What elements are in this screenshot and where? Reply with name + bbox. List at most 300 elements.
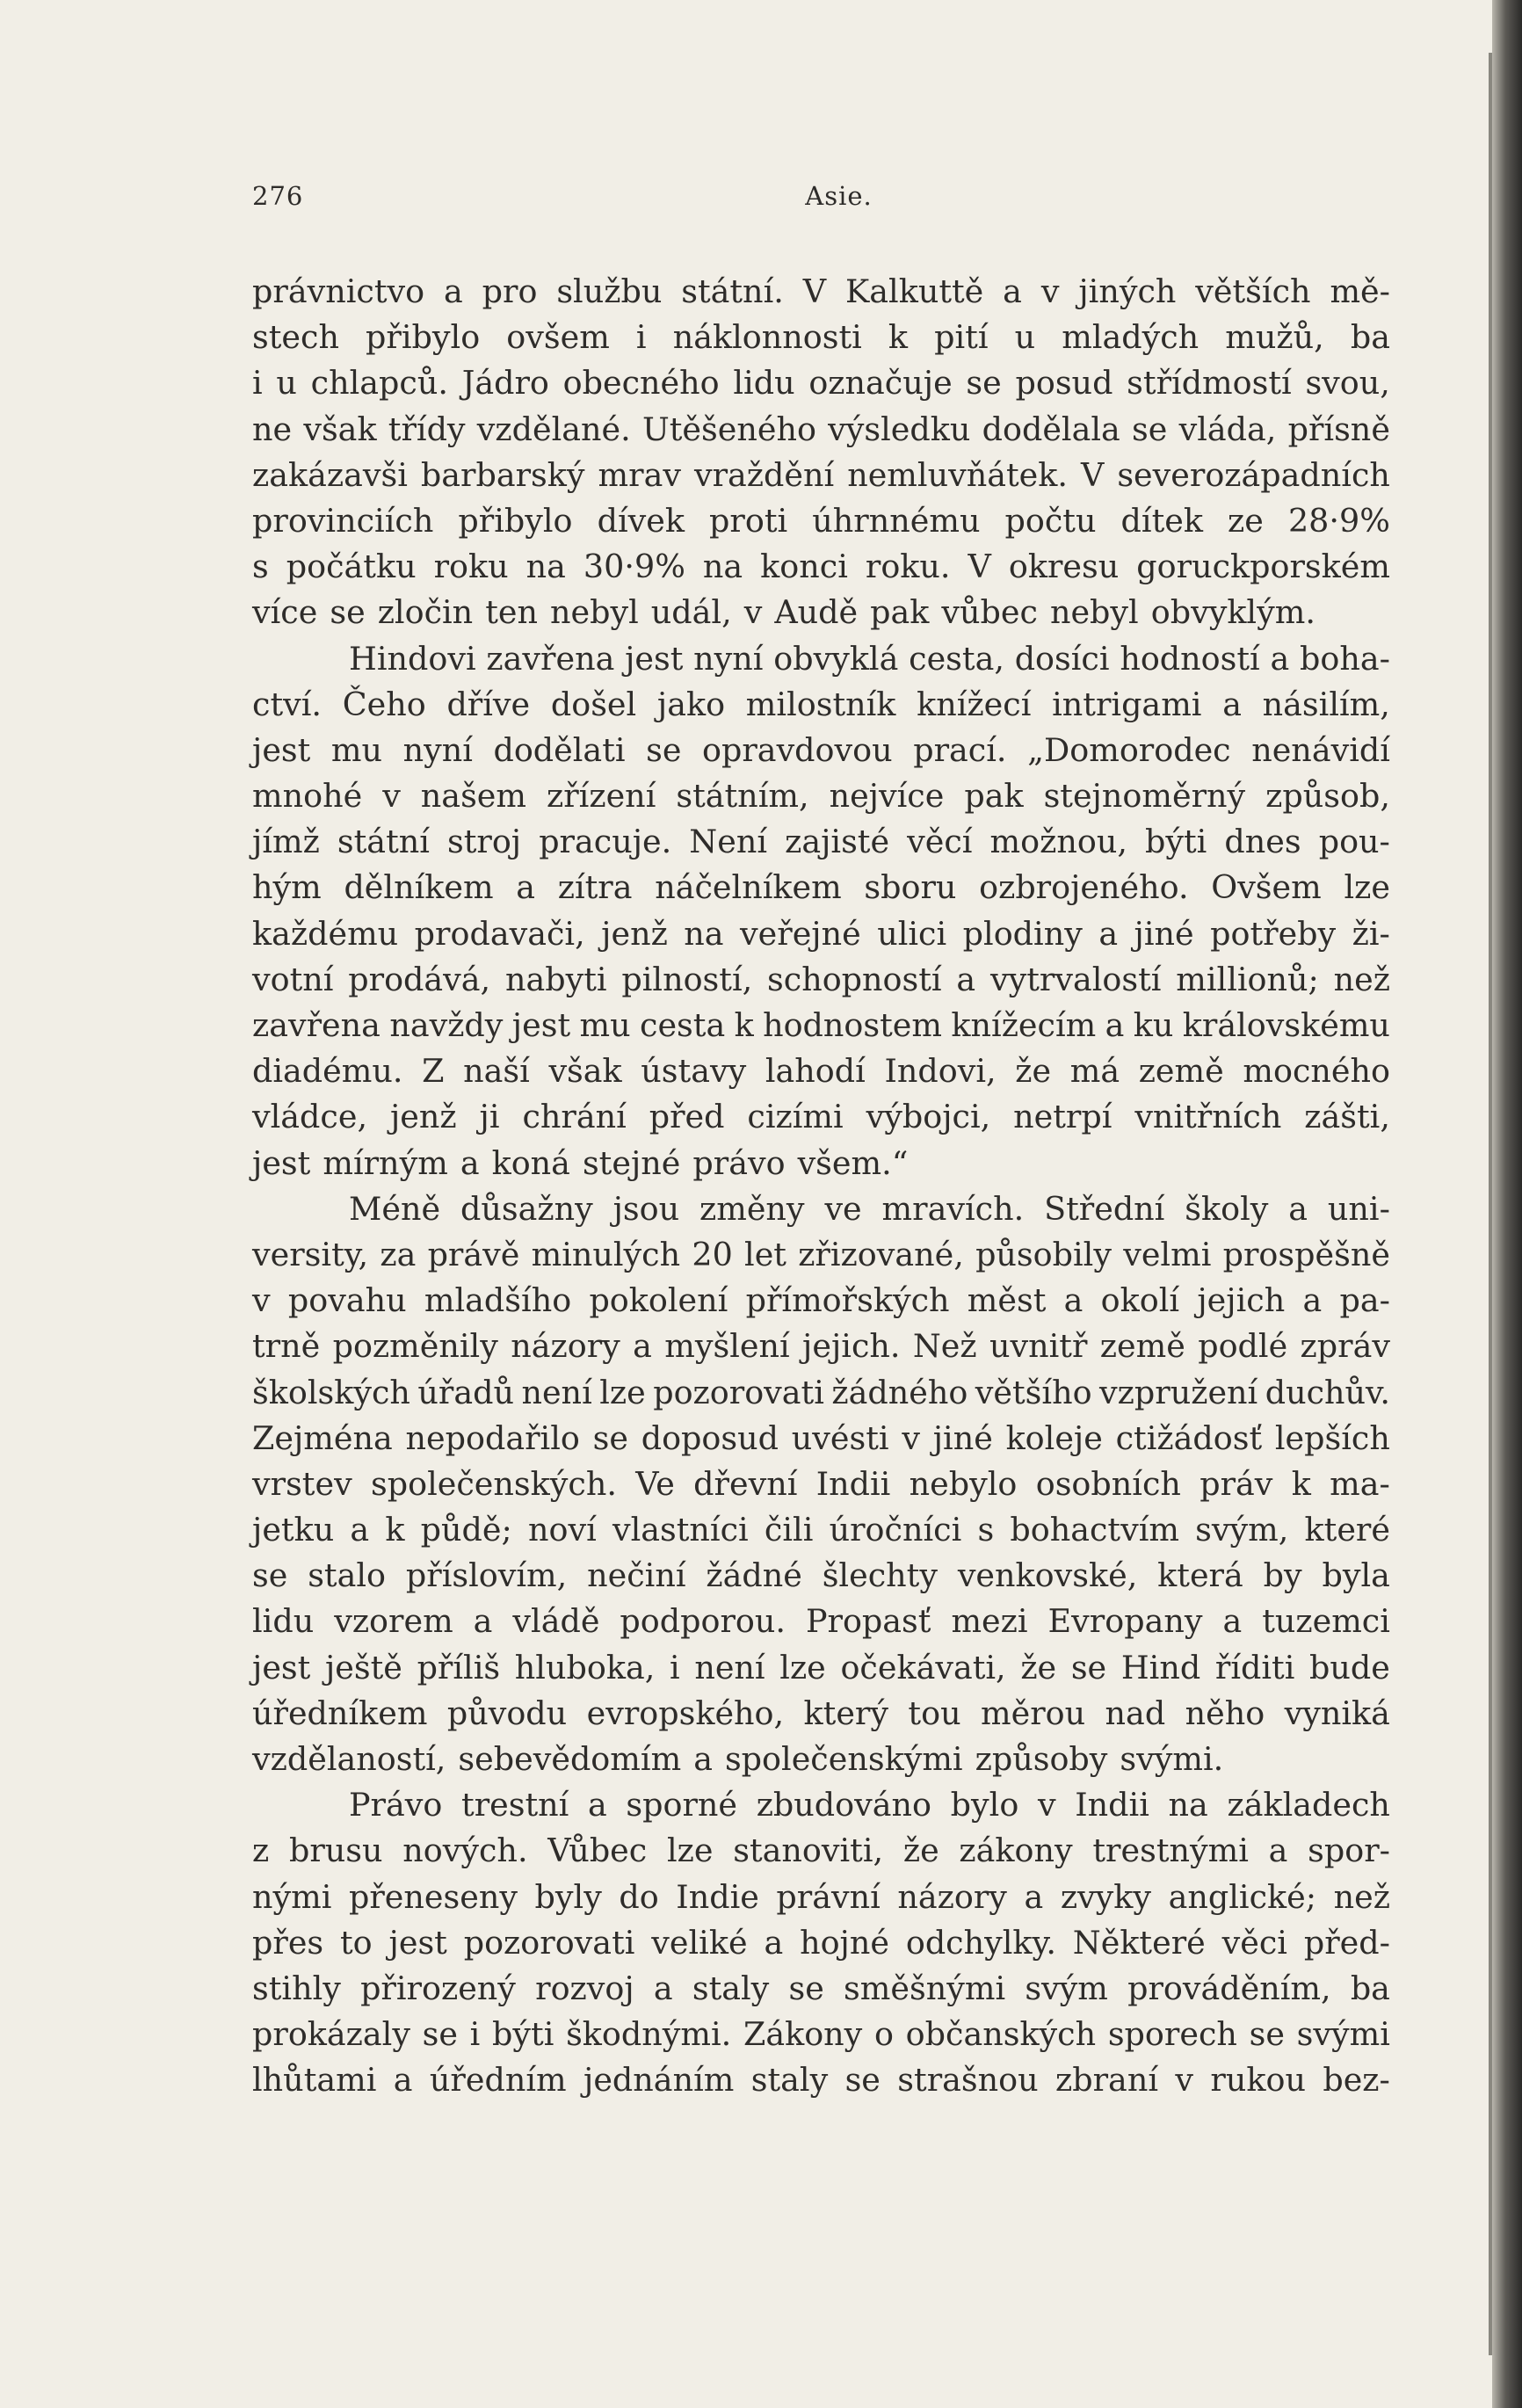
word: schopností	[767, 960, 942, 998]
word: myšlení	[664, 1327, 790, 1366]
word: vytrvalostí	[989, 960, 1162, 998]
word: možnou,	[989, 823, 1127, 861]
word: o	[873, 2015, 894, 2054]
word: anglické;	[1168, 1877, 1317, 1916]
word: a	[1288, 1189, 1308, 1228]
word: zákony	[959, 1831, 1073, 1870]
word: osobních	[1035, 1464, 1181, 1503]
word: než	[1333, 1877, 1390, 1916]
word: evropského,	[586, 1694, 785, 1732]
word: věcí	[907, 823, 973, 861]
word: zvyky	[1060, 1877, 1152, 1916]
word: naší	[463, 1052, 530, 1091]
word: nabyti	[504, 960, 607, 998]
word: bohactvím	[1010, 1511, 1179, 1549]
word: dříve	[446, 685, 531, 723]
word: jednáním	[583, 2061, 735, 2100]
word: jest	[388, 1923, 447, 1962]
word: povahu	[287, 1281, 407, 1320]
word: jsou	[612, 1189, 680, 1228]
word: dosíci	[1014, 639, 1110, 678]
text-line	[252, 773, 1390, 819]
word: vyniká	[1284, 1694, 1390, 1732]
word: Indie	[676, 1877, 759, 1916]
word: posud	[1015, 364, 1113, 403]
word: pou-	[1318, 823, 1390, 861]
word: rozvoj	[535, 1969, 634, 2007]
text-line	[252, 1370, 1390, 1416]
word: na	[525, 548, 566, 586]
word: jest	[252, 1648, 311, 1686]
word: ji	[479, 1098, 500, 1136]
word: boha-	[1299, 639, 1390, 678]
word: hým	[252, 868, 322, 907]
word: mu	[579, 1006, 631, 1044]
word: mravích.	[881, 1189, 1025, 1228]
word: ve	[824, 1189, 862, 1228]
word: Ovšem	[1211, 868, 1322, 907]
word: hodnostem	[763, 1006, 943, 1044]
word: jejich	[1197, 1281, 1286, 1320]
word: votní	[252, 960, 334, 998]
word: prací.	[913, 730, 1007, 769]
word: Utěšeného	[641, 410, 816, 448]
word: Ve	[635, 1464, 675, 1503]
word: bez-	[1323, 2061, 1390, 2100]
word: Jádro	[461, 364, 549, 403]
text-line	[252, 1048, 1390, 1094]
word: šlechty	[822, 1556, 938, 1595]
word: lepších	[1274, 1418, 1390, 1457]
word: označuje	[808, 364, 953, 403]
word: v	[902, 1418, 920, 1457]
word: královskému	[1182, 1006, 1390, 1044]
word: staly	[692, 1969, 770, 2007]
word: nými	[252, 1877, 332, 1916]
word: k	[1291, 1464, 1311, 1503]
word: zítra	[557, 868, 633, 907]
word: ne	[252, 410, 293, 448]
word: mnohé	[252, 777, 363, 816]
word: a	[764, 1923, 784, 1962]
text-line	[252, 1461, 1390, 1507]
word: se	[788, 1969, 824, 2007]
text-line	[252, 1691, 1390, 1737]
word: všem.“	[797, 1143, 909, 1182]
word: minulých	[531, 1235, 681, 1273]
word: V	[968, 548, 991, 586]
body-text	[252, 269, 1390, 2104]
word: pak	[870, 593, 930, 632]
word: pozměnily	[332, 1327, 498, 1366]
word: Z	[422, 1052, 445, 1091]
word: koleje	[1005, 1418, 1103, 1457]
word: nyní	[693, 639, 764, 678]
word: hojné	[800, 1923, 889, 1962]
text-line	[252, 1875, 1390, 1920]
text-line	[252, 682, 1390, 728]
word: okolí	[1100, 1281, 1180, 1320]
word: ku	[1133, 1006, 1174, 1044]
word: millionů;	[1176, 960, 1319, 998]
word: lze	[1344, 868, 1390, 907]
word: jiných	[1078, 272, 1177, 310]
word: jetku	[252, 1511, 335, 1549]
word: obvyklým.	[1150, 593, 1315, 632]
word: lze	[599, 1373, 646, 1411]
word: bylo	[950, 1786, 1019, 1824]
word: a	[1063, 1281, 1084, 1320]
word: cizími	[747, 1098, 844, 1136]
word: školských	[252, 1373, 410, 1411]
word: proti	[709, 501, 788, 540]
word: vraždění	[693, 455, 835, 494]
word: pak	[964, 777, 1024, 816]
word: mužů,	[1225, 318, 1324, 357]
word: směšnými	[844, 1969, 1006, 2007]
word: k	[888, 318, 909, 357]
word: přímořských	[745, 1281, 950, 1320]
word: Evropany	[1047, 1602, 1203, 1641]
word: každému	[252, 914, 399, 953]
word: barbarský	[420, 455, 585, 494]
word: hodností	[1120, 639, 1260, 678]
word: koná	[491, 1143, 570, 1182]
word: na	[684, 914, 724, 953]
word: zřízení	[547, 777, 656, 816]
word: lhůtami	[252, 2061, 377, 2100]
word: nebyl	[549, 593, 639, 632]
word: působily	[975, 1235, 1112, 1273]
word: prospěšně	[1222, 1235, 1390, 1273]
text-line	[252, 498, 1390, 544]
word: intrigami	[1052, 685, 1202, 723]
word: a	[443, 272, 463, 310]
word: která	[1157, 1556, 1243, 1595]
word: společenských.	[371, 1464, 617, 1503]
text-line	[252, 315, 1390, 360]
word: v	[743, 593, 763, 632]
word: se	[1070, 1648, 1107, 1686]
word: před-	[1303, 1923, 1390, 1962]
word: s	[977, 1511, 995, 1549]
word: větších	[1195, 272, 1311, 310]
word: a	[350, 1511, 370, 1549]
word: ba	[1350, 1969, 1390, 2007]
word: na	[702, 548, 743, 586]
word: dítek	[1120, 501, 1203, 540]
word: chlapců.	[310, 364, 448, 403]
word: se	[966, 364, 1002, 403]
word: by	[1263, 1556, 1302, 1595]
word: svou,	[1305, 364, 1390, 403]
text-line	[252, 453, 1390, 498]
word: mocného	[1243, 1052, 1390, 1091]
word: názory	[511, 1327, 620, 1366]
word: pozorovati	[463, 1923, 635, 1962]
word: dnes	[1224, 823, 1301, 861]
word: nepodařilo	[405, 1418, 580, 1457]
word: mírným	[323, 1143, 448, 1182]
word: obvyklá	[773, 639, 899, 678]
word: ještě	[324, 1648, 402, 1686]
word: jest	[511, 1006, 571, 1044]
word: Není	[689, 823, 768, 861]
word: pro	[482, 272, 538, 310]
word: podlé	[1198, 1327, 1288, 1366]
word: nebylo	[909, 1464, 1018, 1503]
word: lze	[779, 1648, 826, 1686]
text-line	[252, 1553, 1390, 1599]
word: 28·9%	[1287, 501, 1390, 540]
word: však	[548, 1052, 622, 1091]
word: se	[422, 2015, 458, 2054]
word: došel	[550, 685, 637, 723]
word: lze	[666, 1831, 714, 1870]
word: pilností,	[621, 960, 753, 998]
word: 20	[692, 1235, 733, 1273]
text-line	[252, 590, 1390, 635]
word: „Domorodec	[1027, 730, 1231, 769]
word: k	[734, 1006, 754, 1044]
word: strašnou	[897, 2061, 1039, 2100]
word: to	[340, 1923, 373, 1962]
word: čili	[764, 1511, 814, 1549]
word: škodnými.	[566, 2015, 732, 2054]
word: tuzemci	[1262, 1602, 1390, 1641]
word: Zejména	[252, 1418, 393, 1457]
word: byla	[1322, 1556, 1390, 1595]
word: Vůbec	[547, 1831, 648, 1870]
word: vládě	[512, 1602, 600, 1641]
word: právní	[776, 1877, 881, 1916]
word: jiné	[932, 1418, 993, 1457]
word: a	[633, 1327, 652, 1366]
word: než	[1333, 960, 1390, 998]
word: v	[1175, 2061, 1194, 2100]
word: stejné	[582, 1143, 681, 1182]
word: udál,	[650, 593, 732, 632]
word: svými	[1296, 2015, 1390, 2054]
word: dodělala	[982, 410, 1120, 448]
word: zášti,	[1304, 1098, 1390, 1136]
word: v	[382, 777, 401, 816]
text-line	[252, 1966, 1390, 2012]
word: přibylo	[458, 501, 573, 540]
word: měst	[967, 1281, 1047, 1320]
word: vzdělaností,	[252, 1740, 446, 1778]
word: přísně	[1287, 410, 1390, 448]
word: a	[1222, 685, 1242, 723]
word: nenávidí	[1251, 730, 1390, 769]
word: roku.	[865, 548, 951, 586]
page-number: 276	[252, 181, 304, 211]
word: uni-	[1327, 1189, 1390, 1228]
word: hluboka,	[514, 1648, 656, 1686]
word: se	[592, 1418, 628, 1457]
word: země	[1138, 1052, 1224, 1091]
word: navždy	[389, 1006, 504, 1044]
word: mrav	[598, 455, 681, 494]
word: vzorem	[334, 1602, 453, 1641]
word: svým	[1025, 1969, 1108, 2007]
word: plodiny	[962, 914, 1083, 953]
word: náklonnosti	[672, 318, 862, 357]
word: trně	[252, 1327, 321, 1366]
word: zřizované,	[798, 1235, 964, 1273]
text-line	[252, 1232, 1390, 1278]
word: a	[587, 1786, 607, 1824]
word: ozbrojeného.	[979, 868, 1189, 907]
word: knížecím	[951, 1006, 1097, 1044]
text-line	[252, 1507, 1390, 1553]
word: sebevědomím	[458, 1740, 682, 1778]
word: přirozený	[360, 1969, 516, 2007]
word: má	[1069, 1052, 1120, 1091]
text-line	[252, 1141, 1390, 1186]
word: že	[1015, 1052, 1052, 1091]
word: nových.	[402, 1831, 528, 1870]
word: stech	[252, 318, 339, 357]
word: veřejné	[740, 914, 861, 953]
word: úročníci	[829, 1511, 962, 1549]
word: obecného	[562, 364, 720, 403]
text-line	[252, 269, 1390, 315]
word: lidu	[733, 364, 795, 403]
word: jiné	[1134, 914, 1194, 953]
word: v	[1040, 272, 1060, 310]
text-line	[252, 1645, 1390, 1691]
word: doposud	[641, 1418, 779, 1457]
word: právnictvo	[252, 272, 425, 310]
word: sporné	[626, 1786, 738, 1824]
word: žádného	[831, 1373, 968, 1411]
word: trestnými	[1092, 1831, 1249, 1870]
word: V	[1080, 455, 1105, 494]
text-line	[252, 1003, 1390, 1048]
word: před	[649, 1098, 725, 1136]
word: mě-	[1330, 272, 1390, 310]
word: říditi	[1214, 1648, 1295, 1686]
word: trestní	[461, 1786, 569, 1824]
word: vzpružení	[1099, 1373, 1258, 1411]
word: přibylo	[366, 318, 481, 357]
word: ži-	[1352, 914, 1390, 953]
word: a	[473, 1602, 493, 1641]
text-line	[252, 636, 1390, 682]
text-line	[252, 2057, 1390, 2103]
word: zpráv	[1300, 1327, 1390, 1366]
word: 30·9%	[583, 548, 685, 586]
word: se	[330, 593, 366, 632]
word: ctižádosť	[1115, 1418, 1263, 1457]
word: venkovské,	[957, 1556, 1138, 1595]
text-line	[252, 544, 1390, 590]
word: a	[1302, 1281, 1323, 1320]
word: Hind	[1120, 1648, 1201, 1686]
word: velmi	[1123, 1235, 1212, 1273]
word: zajisté	[785, 823, 890, 861]
word: věci	[1221, 1923, 1287, 1962]
word: přeneseny	[348, 1877, 518, 1916]
word: zbudováno	[756, 1786, 932, 1824]
word: ulici	[877, 914, 947, 953]
word: vrstev	[252, 1464, 352, 1503]
word: a	[460, 1143, 480, 1182]
word: jenž	[389, 1098, 457, 1136]
word: se	[1132, 410, 1168, 448]
word: tou	[908, 1694, 961, 1732]
word: vnitřních	[1134, 1098, 1282, 1136]
word: roku	[433, 548, 509, 586]
text-line	[252, 360, 1390, 406]
word: dodělati	[493, 730, 626, 769]
word: dělníkem	[344, 868, 494, 907]
word: ctví.	[252, 685, 323, 723]
text-line	[252, 1782, 1390, 1828]
word: veliké	[651, 1923, 748, 1962]
word: státní.	[681, 272, 784, 310]
word: i	[669, 1648, 680, 1686]
word: názory	[897, 1877, 1007, 1916]
word: Zákony	[743, 2015, 863, 2054]
word: jest	[252, 1143, 311, 1182]
word: náčelníkem	[655, 868, 842, 907]
word: ústavy	[641, 1052, 747, 1091]
word: sboru	[864, 868, 957, 907]
word: noví	[528, 1511, 597, 1549]
word: dřevní	[693, 1464, 798, 1503]
word: mladšího	[424, 1281, 572, 1320]
word: rukou	[1210, 2061, 1306, 2100]
word: Indovi,	[884, 1052, 997, 1091]
text-line	[252, 1599, 1390, 1644]
word: důsažny	[460, 1189, 593, 1228]
word: vůbec	[941, 593, 1038, 632]
word: bude	[1309, 1648, 1390, 1686]
word: příslovím,	[405, 1556, 568, 1595]
word: a	[1105, 1006, 1125, 1044]
word: goruckporském	[1136, 548, 1390, 586]
word: jenž	[601, 914, 668, 953]
word: svým,	[1195, 1511, 1289, 1549]
word: za	[380, 1235, 417, 1273]
word: však	[303, 410, 377, 448]
word: do	[619, 1877, 659, 1916]
word: není	[694, 1648, 765, 1686]
word: provinciích	[252, 501, 434, 540]
word: Právo	[349, 1786, 443, 1824]
word: Než	[912, 1327, 977, 1366]
word: Indii	[1075, 1786, 1149, 1824]
word: společenskými	[724, 1740, 963, 1778]
word: službu	[556, 272, 663, 310]
word: svými.	[1120, 1740, 1224, 1778]
word: základech	[1227, 1786, 1390, 1824]
word: konci	[760, 548, 848, 586]
word: okresu	[1008, 548, 1120, 586]
word: více	[252, 593, 318, 632]
word: podporou.	[620, 1602, 786, 1641]
word: pití	[934, 318, 989, 357]
word: pokolení	[589, 1281, 728, 1320]
word: lidu	[252, 1602, 315, 1641]
word: stalo	[308, 1556, 387, 1595]
word: počátku	[286, 548, 417, 586]
word: duchův.	[1265, 1373, 1390, 1411]
word: pa-	[1339, 1281, 1390, 1320]
word: jest	[252, 730, 311, 769]
